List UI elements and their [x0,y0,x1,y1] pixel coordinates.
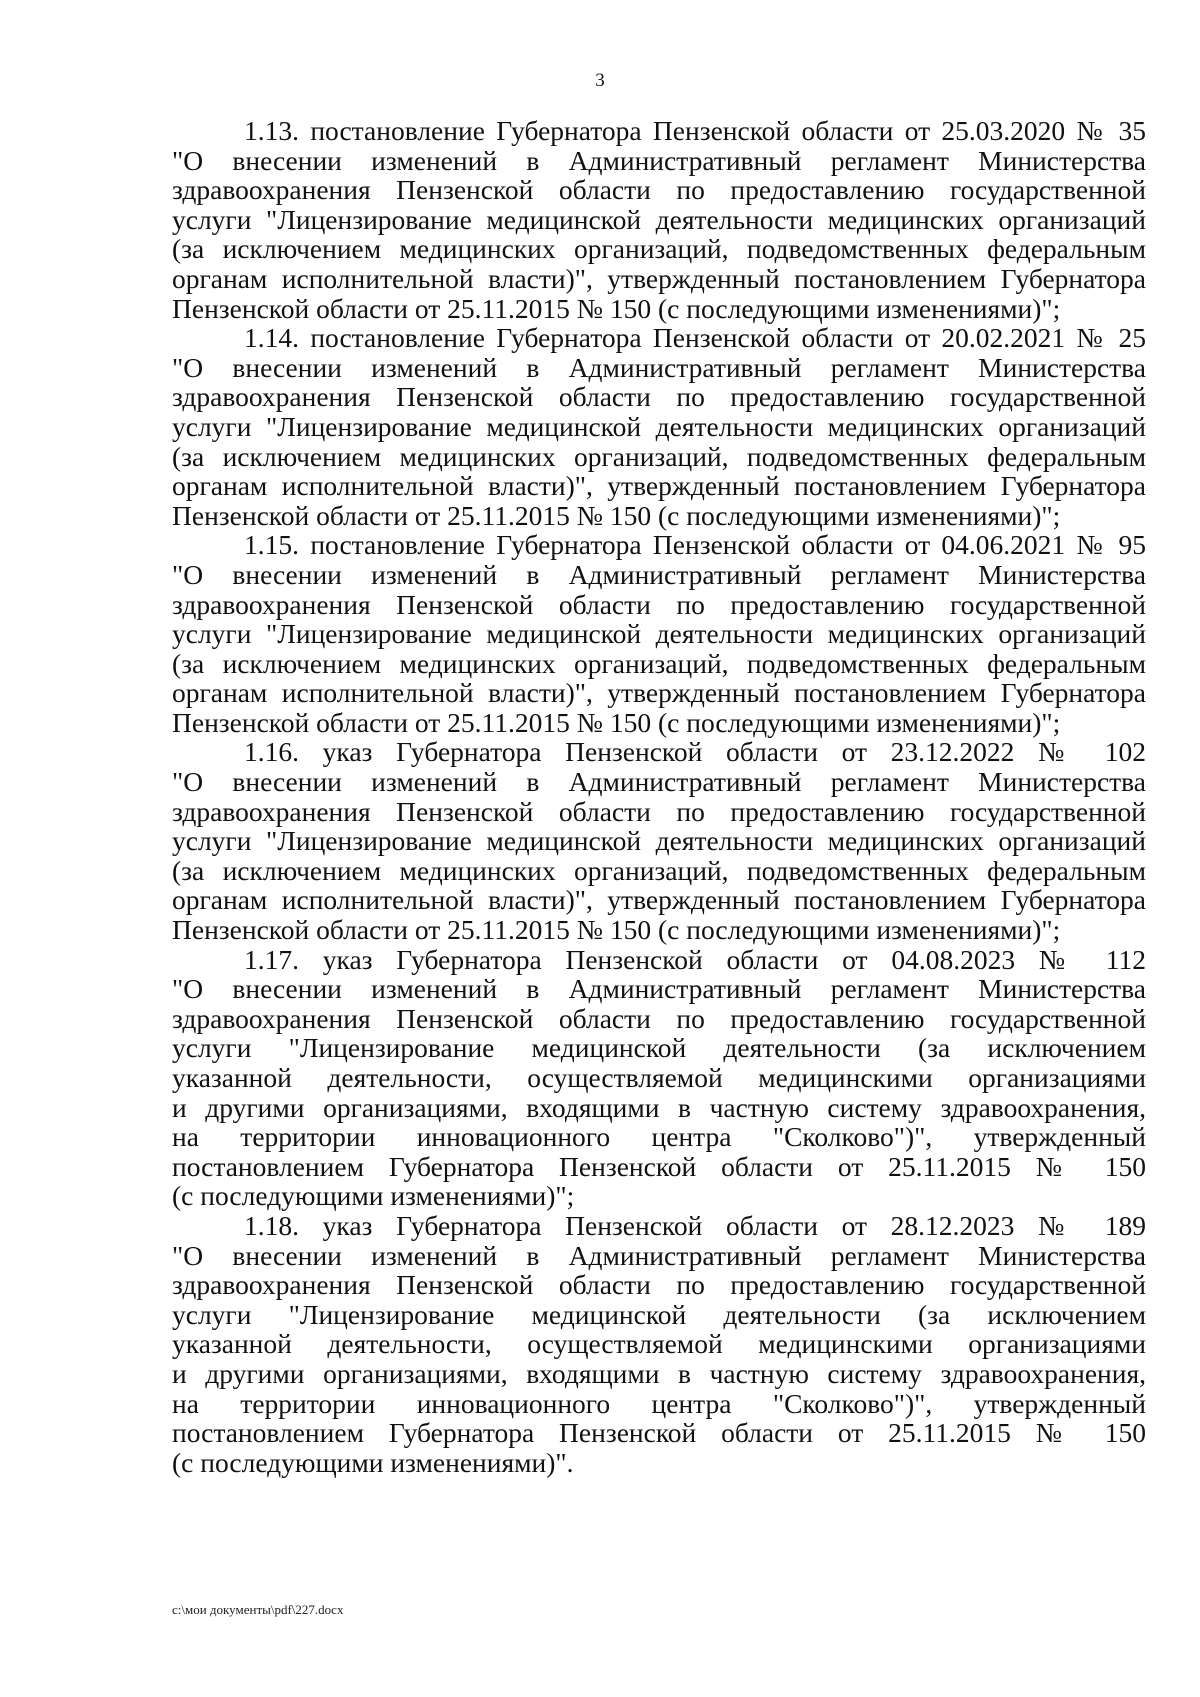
paragraph-line: здравоохранения Пензенской области по предоставлению государственной [172,1269,1146,1301]
paragraph-1-16 [172,737,1146,944]
paragraph-line: 1.13. постановление Губернатора Пензенской области от 25.03.2020 № 35 [244,115,1146,146]
paragraph-line: постановлением Губернатора Пензенской области от 25.11.2015 № 150 [172,1417,1146,1449]
paragraph-1-14 [172,323,1146,530]
paragraph-1-17 [172,945,1146,1211]
paragraph-line: Пензенской области от 25.11.2015 № 150 (с последующими изменениями)"; [172,499,1061,531]
paragraph-line: (с последующими изменениями)". [172,1446,574,1478]
paragraph-line: на территории инновационного центра "Сколково")", утвержденный [172,1387,1146,1419]
paragraph-line: здравоохранения Пензенской области по предоставлению государственной [172,381,1146,413]
paragraph-line: "О внесении изменений в Административный регламент Министерства [172,1239,1146,1271]
paragraph-1-18 [172,1211,1146,1477]
paragraph-line: 1.18. указ Губернатора Пензенской области от 28.12.2023 № 189 [244,1209,1146,1241]
paragraph-line: "О внесении изменений в Административный регламент Министерства [172,558,1146,590]
paragraph-line: здравоохранения Пензенской области по предоставлению государственной [172,174,1146,206]
paragraph-line: 1.15. постановление Губернатора Пензенской области от 04.06.2021 № 95 [244,529,1146,561]
paragraph-line: на территории инновационного центра "Сколково")", утвержденный [172,1121,1146,1153]
paragraph-line: услуги "Лицензирование медицинской деятельности (за исключением [172,1298,1146,1330]
paragraph-line: "О внесении изменений в Административный регламент Министерства [172,973,1146,1005]
paragraph-line: 1.16. указ Губернатора Пензенской области от 23.12.2022 № 102 [244,736,1146,768]
paragraph-line: "О внесении изменений в Административный регламент Министерства [172,351,1146,383]
paragraph-line: 1.17. указ Губернатора Пензенской области от 04.08.2023 № 112 [244,943,1146,975]
paragraph-line: здравоохранения Пензенской области по предоставлению государственной [172,588,1146,620]
paragraph-line: услуги "Лицензирование медицинской деятельности (за исключением [172,1032,1146,1064]
paragraph-line: "О внесении изменений в Административный регламент Министерства [172,144,1146,176]
paragraph-line: и другими организациями, входящими в частную систему здравоохранения, [172,1357,1146,1389]
paragraph-line: услуги "Лицензирование медицинской деятельности медицинских организаций [172,618,1146,650]
paragraph-line: здравоохранения Пензенской области по предоставлению государственной [172,795,1146,827]
page-number: 3 [595,70,605,91]
paragraph-1-13 [172,116,1146,323]
paragraph-line: (за исключением медицинских организаций, подведомственных федеральным [172,440,1146,472]
paragraph-line: услуги "Лицензирование медицинской деятельности медицинских организаций [172,203,1146,235]
paragraph-line: Пензенской области от 25.11.2015 № 150 (с последующими изменениями)"; [172,706,1061,738]
paragraph-line: указанной деятельности, осуществляемой медицинскими организациями [172,1328,1146,1360]
paragraph-line: органам исполнительной власти)", утвержденный постановлением Губернатора [172,884,1146,916]
paragraph-line: органам исполнительной власти)", утвержденный постановлением Губернатора [172,677,1146,709]
paragraph-1-15 [172,530,1146,737]
paragraph-line: "О внесении изменений в Административный регламент Министерства [172,766,1146,798]
paragraph-line: Пензенской области от 25.11.2015 № 150 (с последующими изменениями)"; [172,914,1061,946]
document-body [172,116,1146,1477]
paragraph-line: (с последующими изменениями)"; [172,1180,575,1212]
paragraph-line: органам исполнительной власти)", утвержденный постановлением Губернатора [172,470,1146,502]
paragraph-line: Пензенской области от 25.11.2015 № 150 (с последующими изменениями)"; [172,292,1061,324]
paragraph-line: услуги "Лицензирование медицинской деятельности медицинских организаций [172,825,1146,857]
paragraph-line: 1.14. постановление Губернатора Пензенской области от 20.02.2021 № 25 [244,322,1146,354]
paragraph-line: (за исключением медицинских организаций, подведомственных федеральным [172,647,1146,679]
paragraph-line: указанной деятельности, осуществляемой медицинскими организациями [172,1062,1146,1093]
paragraph-line: органам исполнительной власти)", утвержденный постановлением Губернатора [172,262,1146,294]
paragraph-line: услуги "Лицензирование медицинской деятельности медицинских организаций [172,410,1146,442]
footer-file-path: c:\мои документы\pdf\227.docx [172,1602,344,1617]
paragraph-line: постановлением Губернатора Пензенской области от 25.11.2015 № 150 [172,1150,1146,1182]
paragraph-line: (за исключением медицинских организаций, подведомственных федеральным [172,233,1146,265]
paragraph-line: (за исключением медицинских организаций, подведомственных федеральным [172,854,1146,886]
paragraph-line: здравоохранения Пензенской области по предоставлению государственной [172,1002,1146,1034]
paragraph-line: и другими организациями, входящими в частную систему здравоохранения, [172,1091,1146,1123]
